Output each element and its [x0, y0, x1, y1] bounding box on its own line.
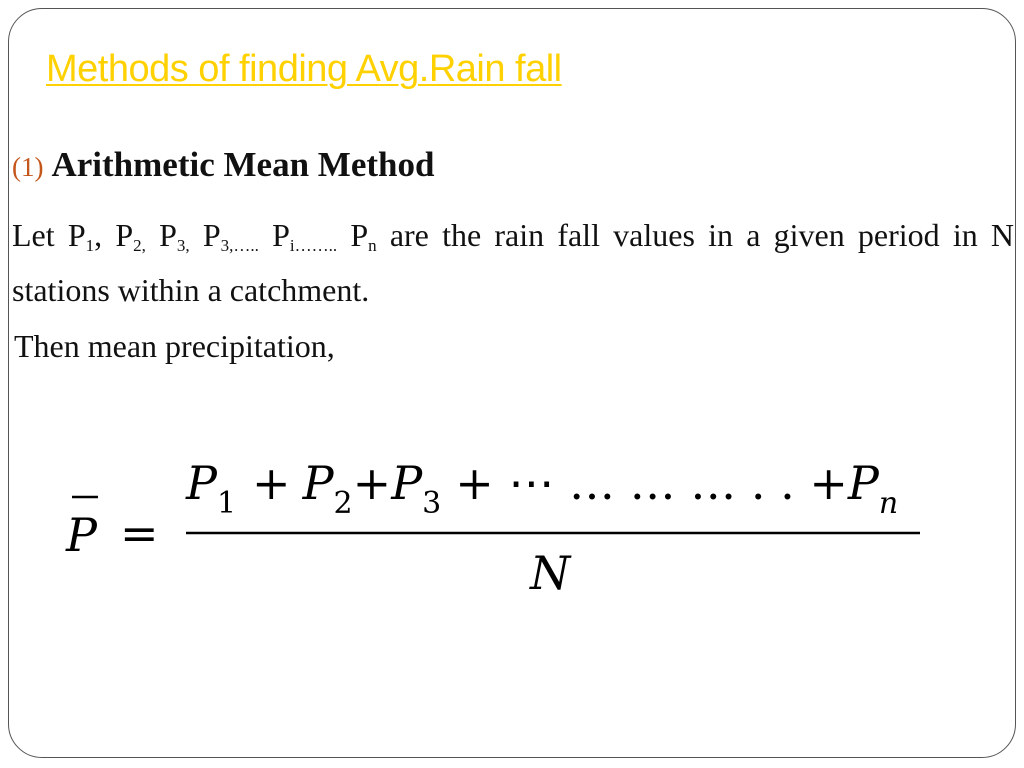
p3b: $P_{3,\dots..}$	[202, 217, 259, 255]
formula-denominator: N	[530, 546, 571, 600]
definition-paragraph	[12, 208, 1014, 318]
para-rest: are the rain fall values in a given period in N stations within a catchment.	[12, 217, 1015, 308]
p1: $P_1$	[67, 217, 95, 255]
mean-formula	[60, 445, 940, 615]
slide-frame	[8, 8, 1016, 758]
formula-lhs: P	[66, 508, 97, 562]
then-text: Then mean precipitation,	[14, 328, 335, 364]
section-title: Arithmetic Mean Method	[51, 145, 435, 184]
section-number: (1)	[12, 152, 44, 182]
pn: $P_n$	[350, 217, 377, 255]
comma: ,	[94, 217, 103, 253]
pi: $P_{i\dots\dots..}$	[272, 217, 338, 255]
formula-numerator: $P_1 + P_2+P_3$ + ⋯ … … … . . $+P_n$	[186, 456, 899, 521]
slide-title: Methods of finding Avg.Rain fall	[46, 48, 562, 90]
section-heading	[12, 145, 434, 185]
formula-equals: =	[120, 506, 159, 560]
para-let: Let	[12, 217, 55, 253]
p3: $P_{3,}$	[159, 217, 190, 255]
p2: $P_{2,}$	[115, 217, 146, 255]
